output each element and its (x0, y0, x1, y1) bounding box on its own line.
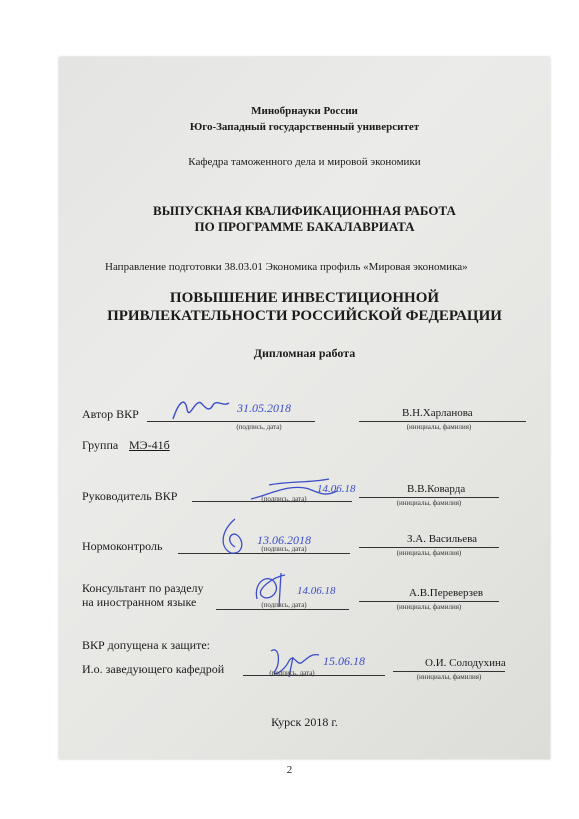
direction-line: Направление подготовки 38.03.01 Экономика профиль «Мировая экономика» (105, 261, 468, 273)
author-signature (171, 393, 231, 423)
consultant-label-1: Консультант по разделу (82, 581, 204, 595)
consultant-date: 14.06.18 (297, 585, 336, 597)
supervisor-date: 14.06.18 (317, 483, 356, 495)
author-name-line (359, 421, 526, 422)
normcontrol-date: 13.06.2018 (257, 533, 311, 547)
group-label: Группа (82, 438, 119, 452)
author-caption: (подпись, дата) (236, 423, 282, 431)
normcontrol-name-caption: (инициалы, фамилия) (396, 549, 462, 557)
supervisor-name: В.В.Коварда (407, 483, 466, 495)
author-name: В.Н.Харланова (402, 407, 473, 419)
supervisor-caption: (подпись, дата) (261, 495, 307, 503)
admitted-line: ВКР допущена к защите: (82, 638, 210, 652)
head-caption: (подпись, дата) (269, 669, 315, 677)
supervisor-name-caption: (инициалы, фамилия) (396, 499, 462, 507)
document-photo (59, 57, 550, 759)
university-line: Юго-Западный государственный университет (189, 121, 420, 133)
work-type-line1: ВЫПУСКНАЯ КВАЛИФИКАЦИОННАЯ РАБОТА (153, 203, 456, 218)
author-name-caption: (инициалы, фамилия) (406, 423, 472, 431)
author-date: 31.05.2018 (237, 401, 291, 415)
normcontrol-signature-line (178, 553, 350, 554)
normcontrol-caption: (подпись, дата) (261, 545, 307, 553)
normcontrol-label: Нормоконтроль (82, 539, 163, 553)
head-name-caption: (инициалы, фамилия) (416, 673, 482, 681)
normcontrol-name-line (359, 547, 499, 548)
title-line2: ПРИВЛЕКАТЕЛЬНОСТИ РОССИЙСКОЙ ФЕДЕРАЦИИ (107, 308, 502, 324)
page-number: 2 (286, 764, 293, 776)
author-label: Автор ВКР (82, 407, 139, 421)
department-line: Кафедра таможенного дела и мировой экономики (188, 156, 421, 168)
consultant-name-caption: (инициалы, фамилия) (396, 603, 462, 611)
consultant-name-line (359, 601, 499, 602)
group-value: МЭ-41б (129, 438, 170, 452)
supervisor-name-line (359, 497, 499, 498)
consultant-label-2: на иностранном языке (82, 595, 197, 609)
subtitle: Дипломная работа (253, 346, 356, 360)
head-name: О.И. Солодухина (425, 657, 506, 669)
title-line1: ПОВЫШЕНИЕ ИНВЕСТИЦИОННОЙ (169, 290, 440, 306)
work-type-line2: ПО ПРОГРАММЕ БАКАЛАВРИАТА (194, 219, 415, 234)
consultant-signature-line (216, 609, 349, 610)
supervisor-label: Руководитель ВКР (82, 489, 178, 503)
normcontrol-name: З.А. Васильева (407, 533, 478, 545)
head-name-line (393, 671, 505, 672)
head-date: 15.06.18 (323, 654, 365, 668)
city-year: Курск 2018 г. (271, 715, 338, 729)
consultant-caption: (подпись, дата) (261, 601, 307, 609)
head-label: И.о. заведующего кафедрой (82, 662, 225, 676)
consultant-name: А.В.Переверзев (409, 587, 484, 599)
ministry-line: Минобрнауки России (251, 105, 358, 117)
